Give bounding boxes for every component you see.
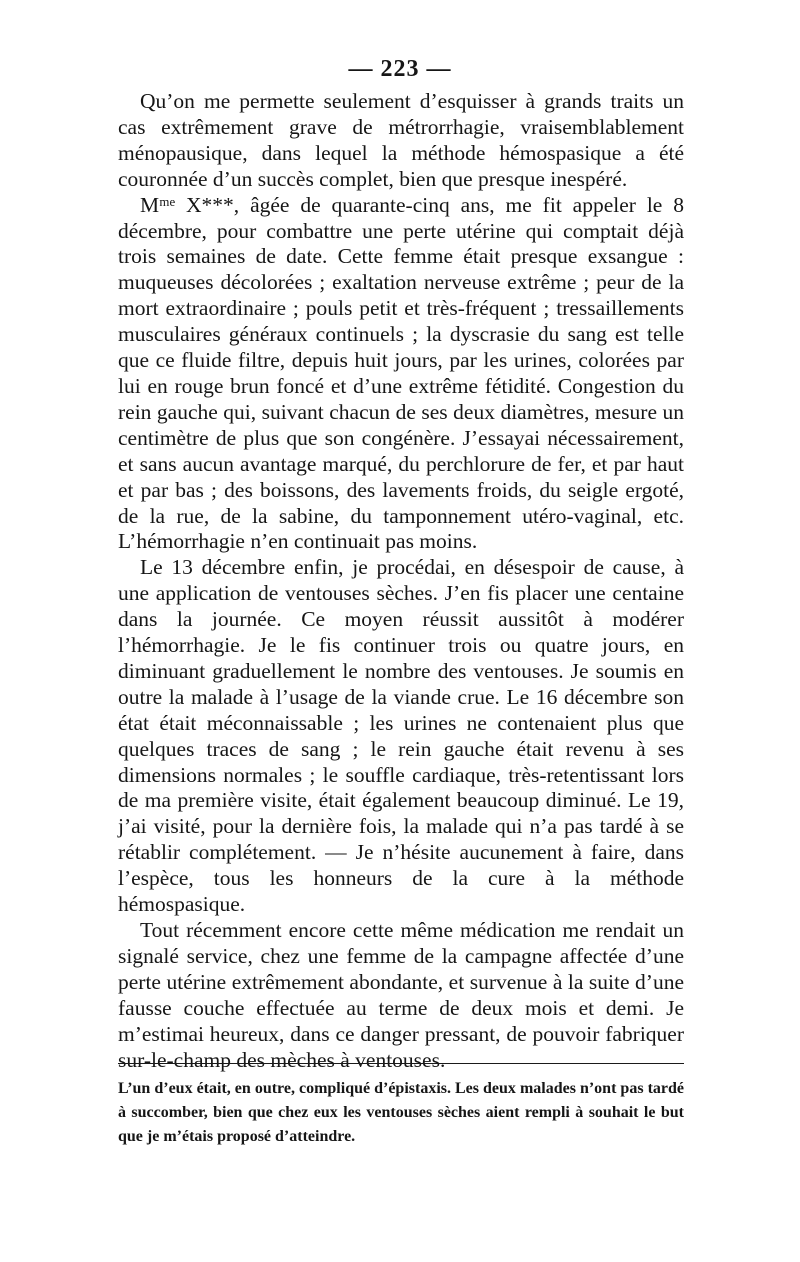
paragraph-4: Tout récemment encore cette même médication me rendait un signalé service, chez une femme de la campagne affectée d’une perte utérine extrêmement abondante, et survenue à la suite d’une fausse couche effectuée au terme de deux mois et demi. Je m’estimai heureux, dans ce danger pressant, de pouvoir fabriquer sur-le-champ des mèches à ventouses. bbox=[118, 918, 684, 1072]
footnote-divider bbox=[118, 1063, 684, 1064]
body-text bbox=[118, 89, 684, 1073]
paragraph-3: Le 13 décembre enfin, je procédai, en désespoir de cause, à une application de ventouses sèches. J’en fis placer une centaine dans la journée. Ce moyen réussit aussitôt à modérer l’hémorrhagie. Je le fis continuer trois ou quatre jours, en diminuant graduellement le nombre des ventouses. Je soumis en outre la malade à l’usage de la viande crue. Le 16 décembre son état était méconnaissable ; les urines ne contenaient plus que quelques traces de sang ; le rein gauche était revenu à ses dimensions normales ; le souffle cardiaque, très-retentissant lors de ma première visite, était également beaucoup diminué. Le 19, j’ai visité, pour la dernière fois, la malade qui n’a pas tardé à se rétablir complétement. — Je n’hésite aucunement à faire, dans l’espèce, tous les honneurs de la cure à la méthode hémospasique. bbox=[118, 555, 684, 917]
paragraph-2: Mᵐᵉ X***, âgée de quarante-cinq ans, me fit appeler le 8 décembre, pour combattre une perte utérine qui comptait déjà trois semaines de date. Cette femme était presque exsangue : muqueuses décolorées ; exaltation nerveuse extrême ; peur de la mort extraordinaire ; pouls petit et très-fréquent ; tressaillements musculaires généraux continuels ; la dyscrasie du sang est telle que ce fluide filtre, depuis huit jours, par les urines, colorées par lui en rouge brun foncé et d’une extrême fétidité. Congestion du rein gauche qui, suivant chacun de ses deux diamètres, mesure un centimètre de plus que son congénère. J’essayai nécessairement, et sans aucun avantage marqué, du perchlorure de fer, et par haut et par bas ; des boissons, des lavements froids, du seigle ergoté, de la rue, de la sabine, du tamponnement utéro-vaginal, etc. L’hémorrhagie n’en continuait pas moins. bbox=[118, 192, 684, 554]
paragraph-1: Qu’on me permette seulement d’esquisser à grands traits un cas extrêmement grave de métrorrhagie, vraisemblablement ménopausique, dans lequel la méthode hémospasique a été couronnée d’un succès complet, bien que presque inespéré. bbox=[118, 89, 684, 191]
page-number: — 223 — bbox=[348, 56, 452, 82]
footnote: L’un d’eux était, en outre, compliqué d’épistaxis. Les deux malades n’ont pas tardé à succomber, bien que chez eux les ventouses sèches aient rempli à souhait le but que je m’étais proposé d’atteindre. bbox=[118, 1080, 684, 1145]
